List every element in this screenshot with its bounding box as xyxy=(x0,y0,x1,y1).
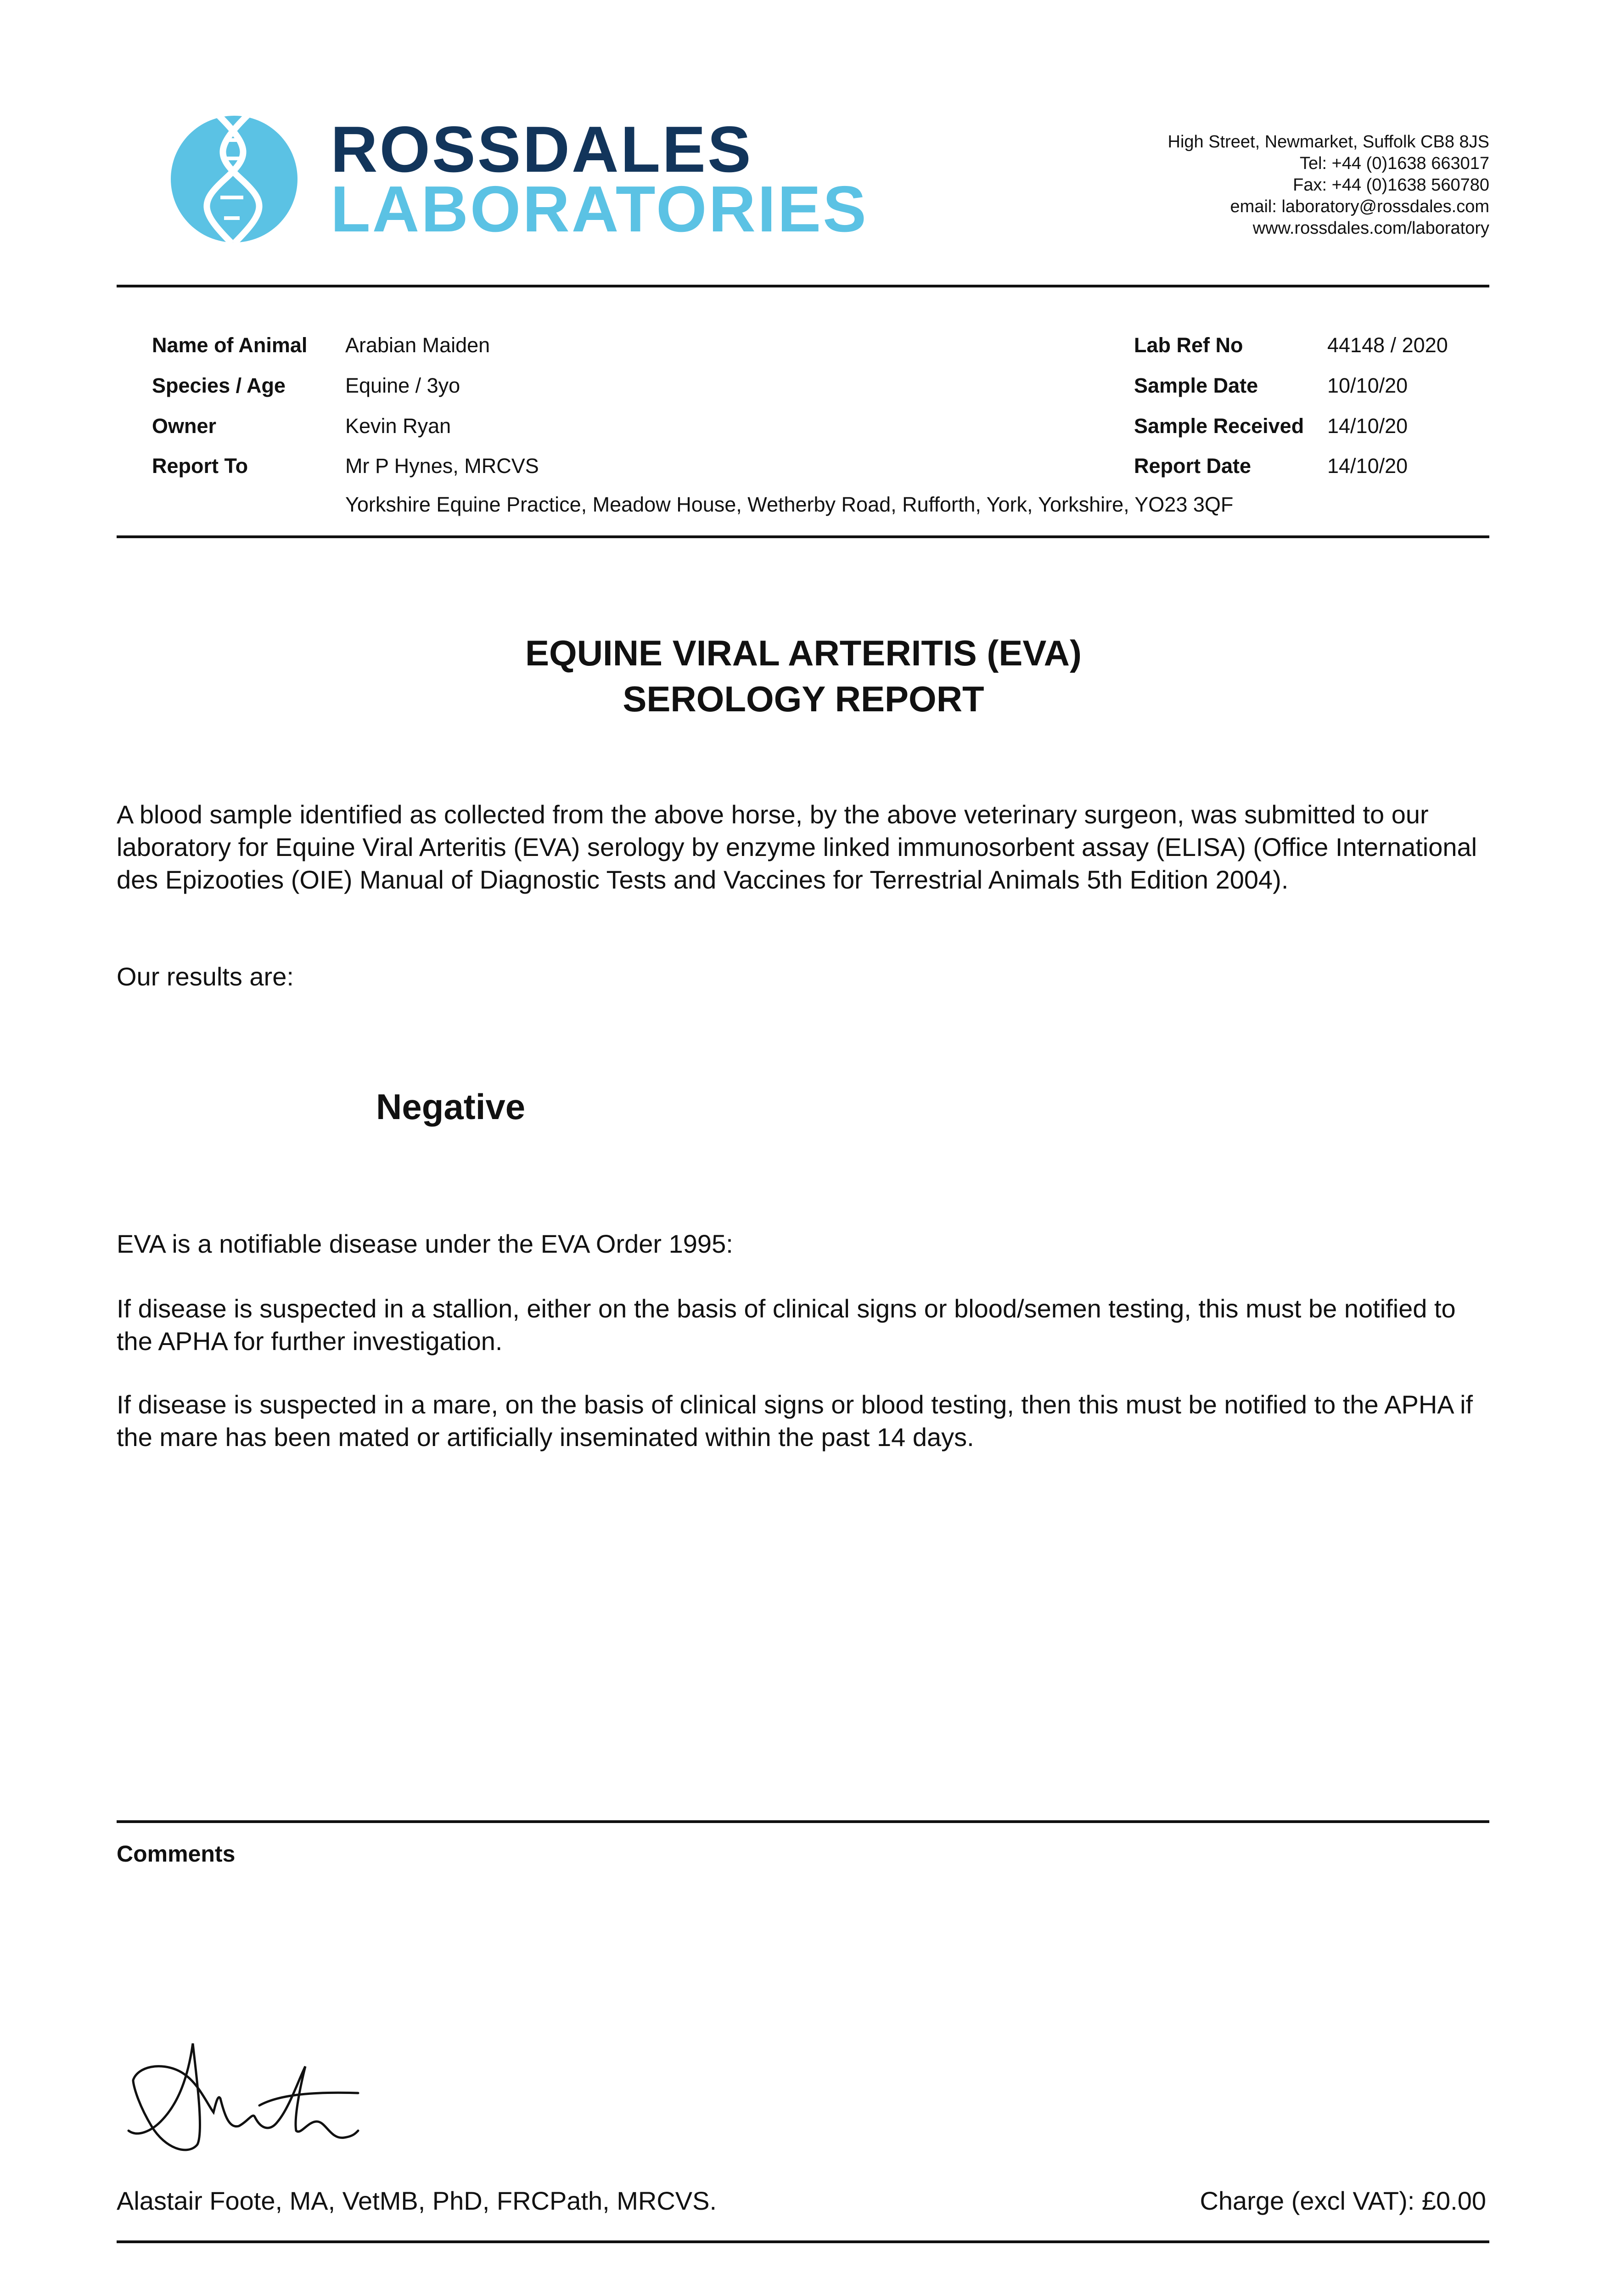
address-website: www.rossdales.com/laboratory xyxy=(1252,219,1489,238)
brand-name: ROSSDALES xyxy=(331,113,753,186)
label-report-to: Report To xyxy=(152,454,248,478)
label-sample-date: Sample Date xyxy=(1134,374,1258,397)
value-report-to: Mr P Hynes, MRCVS xyxy=(345,454,539,478)
value-owner: Kevin Ryan xyxy=(345,414,451,438)
label-lab-ref: Lab Ref No xyxy=(1134,333,1243,357)
divider xyxy=(117,1820,1489,1823)
notifiable-notice: EVA is a notifiable disease under the EVA Order 1995: xyxy=(117,1229,733,1258)
address-street: High Street, Newmarket, Suffolk CB8 8JS xyxy=(1167,132,1489,152)
value-sample-received: 14/10/20 xyxy=(1327,414,1408,438)
label-name-of-animal: Name of Animal xyxy=(152,333,308,357)
divider xyxy=(117,2240,1489,2243)
results-intro: Our results are: xyxy=(117,962,294,991)
label-owner: Owner xyxy=(152,414,217,438)
brand-subtitle: LABORATORIES xyxy=(331,173,868,246)
address-email: email: laboratory@rossdales.com xyxy=(1230,197,1489,216)
signature xyxy=(124,2039,473,2154)
stallion-paragraph: If disease is suspected in a stallion, either on the basis of clinical signs or blood/semen testing, this must be notified to the APHA for further investigation. xyxy=(117,1294,1456,1356)
dna-helix-icon xyxy=(170,115,298,243)
charge: Charge (excl VAT): £0.00 xyxy=(1200,2186,1486,2215)
divider xyxy=(117,535,1489,538)
lab-address xyxy=(1168,131,1489,239)
value-species-age: Equine / 3yo xyxy=(345,374,460,397)
value-lab-ref: 44148 / 2020 xyxy=(1327,333,1448,357)
report-title-line2: SEROLOGY REPORT xyxy=(623,679,984,719)
label-report-date: Report Date xyxy=(1134,454,1252,478)
report-to-address: Yorkshire Equine Practice, Meadow House, Wetherby Road, Rufforth, York, Yorkshire, YO23 3QF xyxy=(345,493,1234,516)
result-value: Negative xyxy=(376,1086,526,1127)
divider xyxy=(117,285,1489,287)
report-title-line1: EQUINE VIRAL ARTERITIS (EVA) xyxy=(525,633,1082,673)
signatory-name: Alastair Foote, MA, VetMB, PhD, FRCPath, MRCVS. xyxy=(117,2186,717,2215)
report-title xyxy=(0,630,1607,722)
address-fax: Fax: +44 (0)1638 560780 xyxy=(1293,175,1489,195)
intro-paragraph: A blood sample identified as collected from the above horse, by the above veterinary surgeon, was submitted to our laboratory for Equine Viral Arteritis (EVA) serology by enzyme linked immunosorbent assay (ELISA) (Office International des Epizooties (OIE) Manual of Diagnostic Tests and Vaccines for Terrestrial Animals 5th Edition 2004). xyxy=(117,800,1477,894)
address-tel: Tel: +44 (0)1638 663017 xyxy=(1299,154,1489,173)
label-species-age: Species / Age xyxy=(152,374,286,397)
value-sample-date: 10/10/20 xyxy=(1327,374,1408,397)
mare-paragraph: If disease is suspected in a mare, on the basis of clinical signs or blood testing, then this must be notified to the APHA if the mare has been mated or artificially inseminated within the past 14 days. xyxy=(117,1390,1473,1452)
value-report-date: 14/10/20 xyxy=(1327,454,1408,478)
comments-label: Comments xyxy=(117,1841,236,1867)
label-sample-received: Sample Received xyxy=(1134,414,1304,438)
value-name-of-animal: Arabian Maiden xyxy=(345,333,490,357)
